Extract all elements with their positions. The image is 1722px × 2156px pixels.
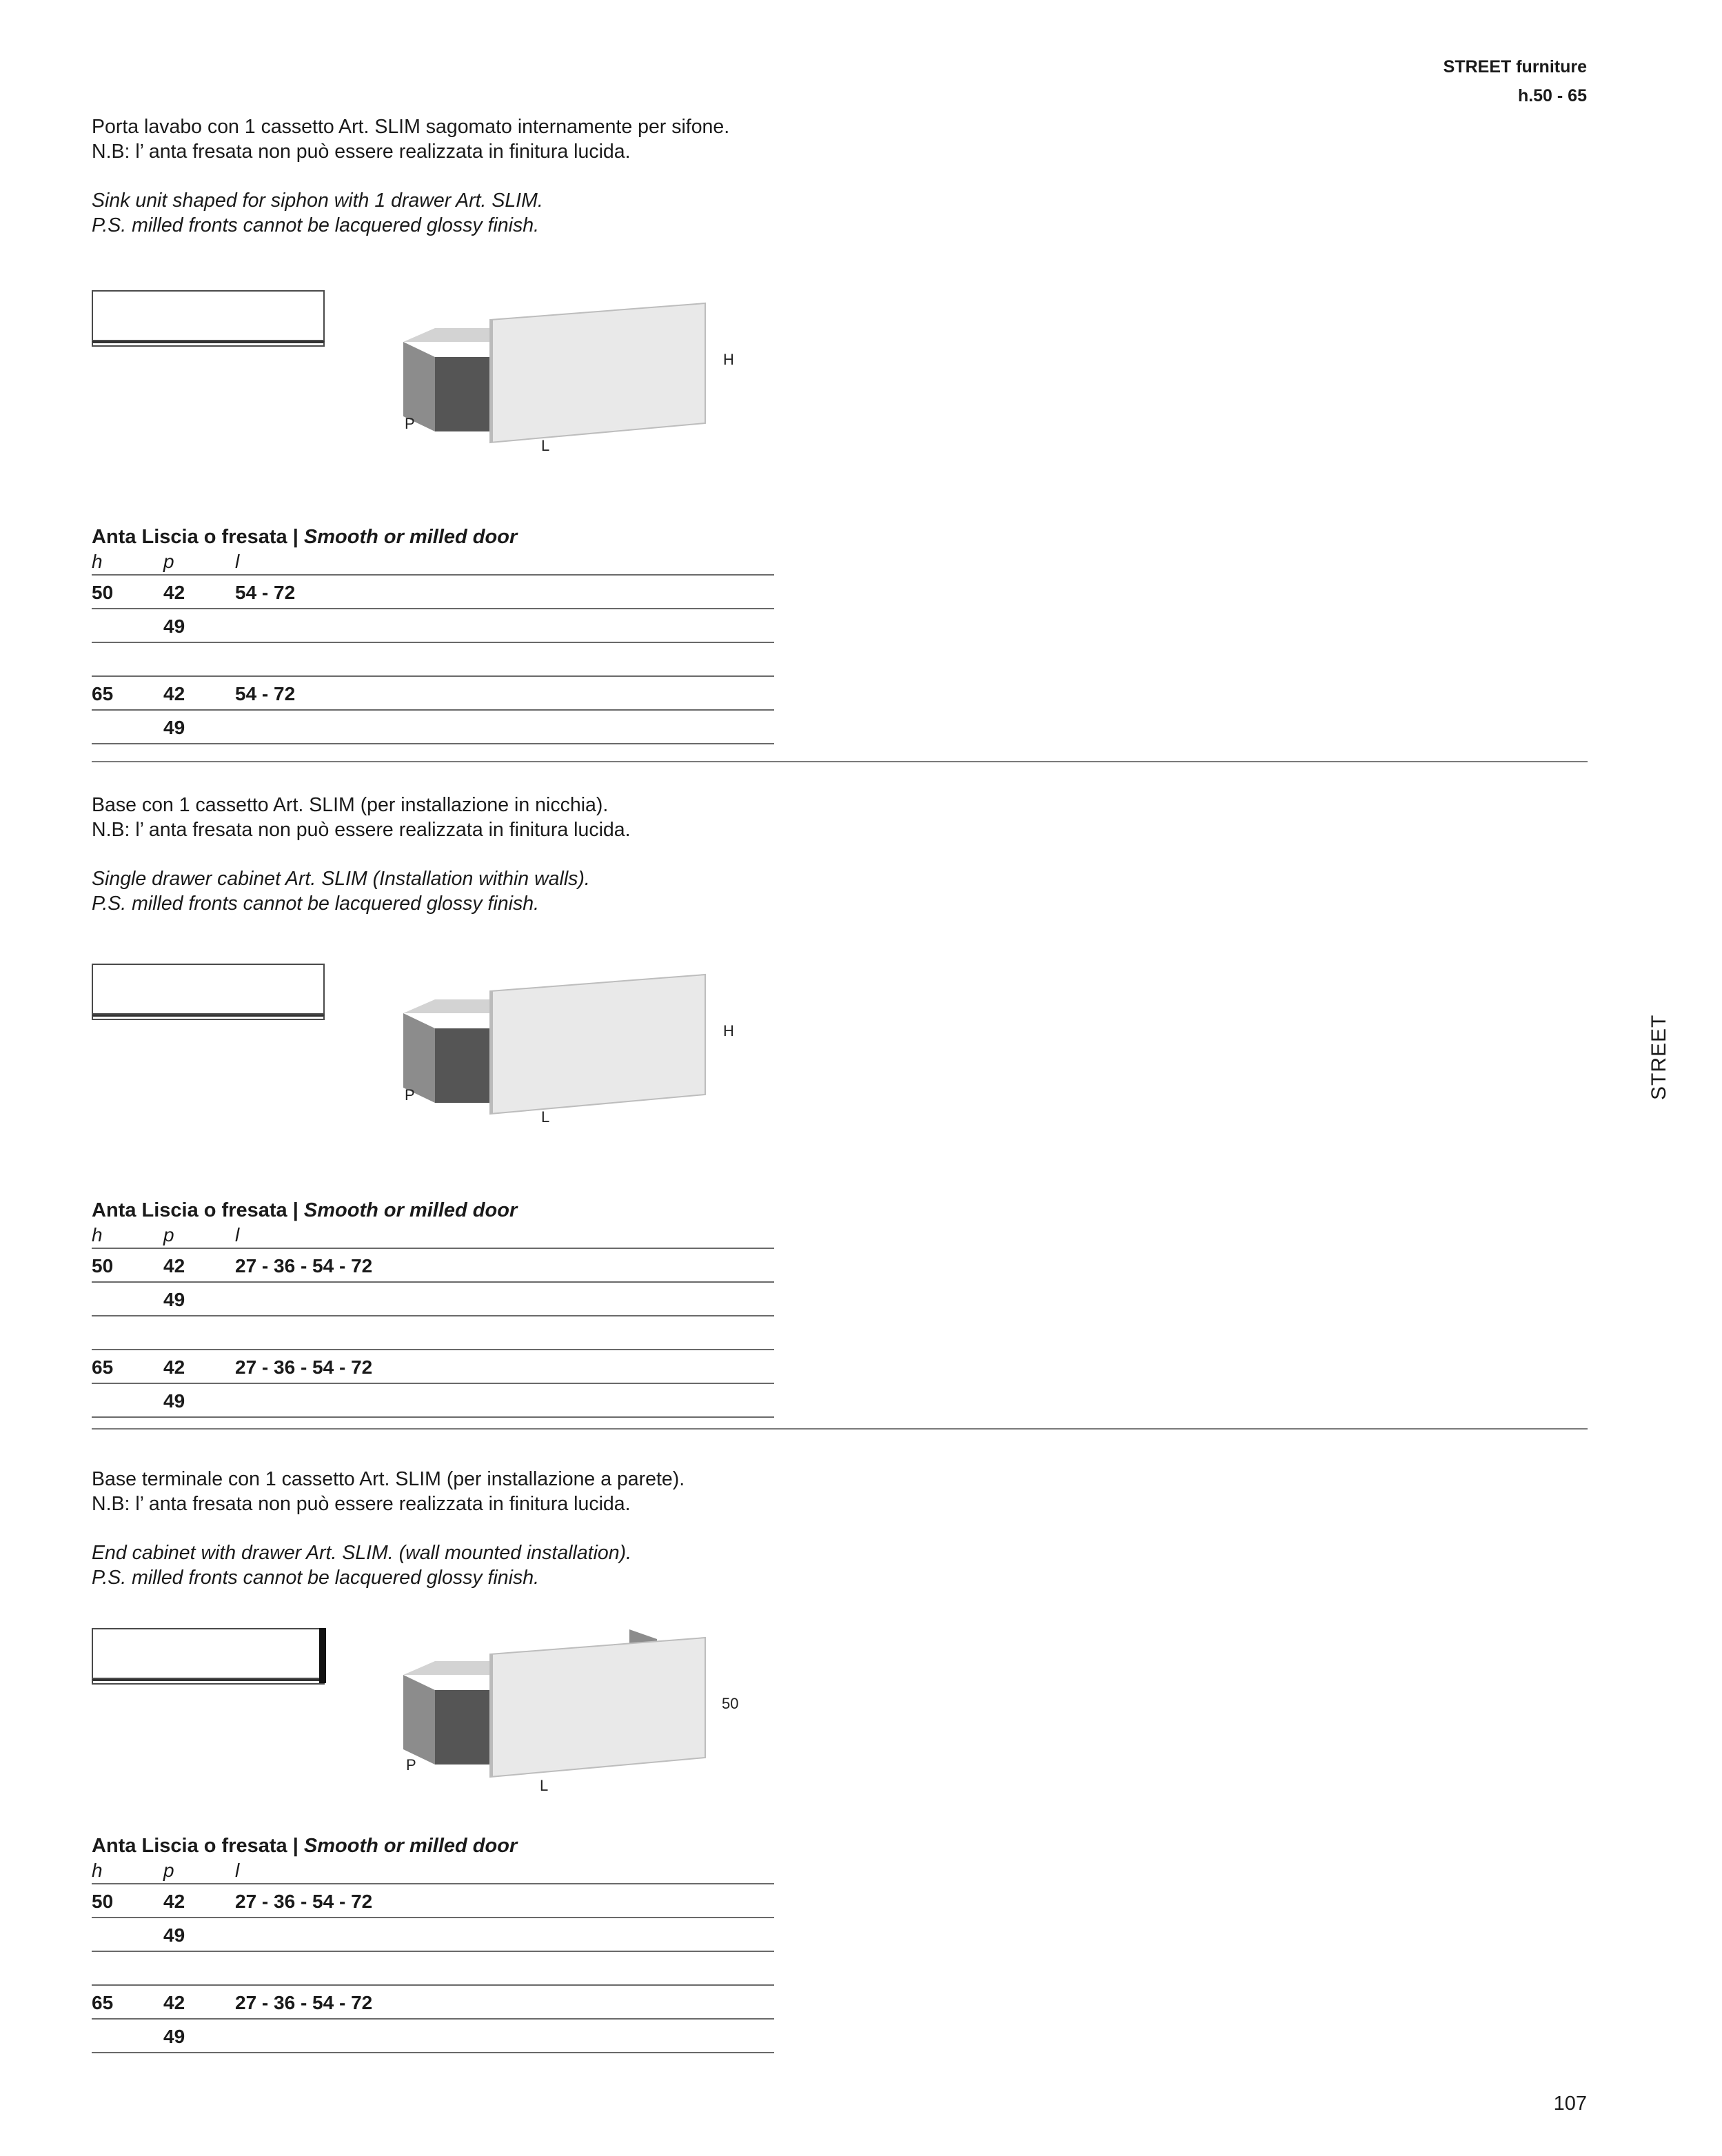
table-title: Anta Liscia o fresata | Smooth or milled door (92, 1835, 518, 1857)
column-header-l: l (235, 551, 240, 572)
description-it-line-2: N.B: l’ anta fresata non può essere realizzata in finitura lucida. (92, 819, 631, 841)
length-dimension-label: L (541, 437, 550, 454)
table-header-row (92, 1224, 774, 1249)
column-header-p: p (163, 551, 174, 572)
description-en-line-2: P.S. milled fronts cannot be lacquered glossy finish. (92, 1567, 540, 1589)
table-row: 49 (92, 1283, 774, 1316)
description-en-line-2: P.S. milled fronts cannot be lacquered glossy finish. (92, 893, 540, 915)
table-row: 50 42 27 - 36 - 54 - 72 (92, 1249, 774, 1283)
section-divider (92, 761, 1588, 762)
header-height-range: h.50 - 65 (1517, 86, 1587, 105)
product-description (92, 114, 729, 238)
table-row: 65 42 27 - 36 - 54 - 72 (92, 1350, 774, 1384)
table-row: 65 42 27 - 36 - 54 - 72 (92, 1986, 774, 2020)
description-en-line-1: Single drawer cabinet Art. SLIM (Installation within walls). (92, 868, 590, 890)
table-title: Anta Liscia o fresata | Smooth or milled door (92, 526, 518, 548)
description-en-line-2: P.S. milled fronts cannot be lacquered glossy finish. (92, 214, 540, 236)
product-section-single-drawer-cabinet (92, 793, 1588, 1482)
table-row: 49 (92, 609, 774, 643)
plan-view-drawing (92, 290, 326, 349)
table-header-row (92, 551, 774, 576)
product-description (92, 1467, 685, 1590)
table-row: 49 (92, 1918, 774, 1952)
description-it-line-1: Porta lavabo con 1 cassetto Art. SLIM sagomato internamente per sifone. (92, 116, 730, 138)
table-row: 65 42 54 - 72 (92, 677, 774, 711)
description-en-line-1: End cabinet with drawer Art. SLIM. (wall mounted installation). (92, 1542, 632, 1564)
dimensions-table (92, 1833, 774, 2053)
plan-view-drawing (92, 964, 326, 1023)
table-row (92, 1316, 774, 1350)
cabinet-iso-drawing (395, 1629, 739, 1809)
description-it-line-2: N.B: l’ anta fresata non può essere realizzata in finitura lucida. (92, 141, 631, 163)
column-header-h: h (92, 1224, 103, 1245)
height-dimension-label: H (723, 1022, 734, 1039)
column-header-l: l (235, 1860, 240, 1881)
column-header-h: h (92, 551, 103, 572)
depth-dimension-label: P (405, 1086, 415, 1104)
column-header-p: p (163, 1860, 174, 1881)
table-row (92, 643, 774, 677)
section-divider (92, 1428, 1588, 1430)
plan-view-drawing (92, 1628, 326, 1687)
cabinet-iso-drawing (395, 301, 734, 480)
side-section-label: STREET (1648, 1014, 1670, 1100)
description-en-line-1: Sink unit shaped for siphon with 1 drawer Art. SLIM. (92, 190, 543, 212)
length-dimension-label: L (540, 1777, 549, 1794)
column-header-l: l (235, 1224, 240, 1245)
dimensions-table (92, 525, 774, 744)
height-dimension-label: H (723, 351, 734, 368)
product-section-end-cabinet (92, 1467, 1588, 2156)
product-description (92, 793, 631, 916)
table-row: 50 42 27 - 36 - 54 - 72 (92, 1884, 774, 1918)
table-row (92, 1952, 774, 1986)
dimensions-table (92, 1198, 774, 1418)
column-header-h: h (92, 1860, 103, 1881)
description-it-line-1: Base con 1 cassetto Art. SLIM (per installazione in nicchia). (92, 794, 609, 816)
table-title: Anta Liscia o fresata | Smooth or milled door (92, 1199, 518, 1221)
height-dimension-label: 50 (722, 1695, 739, 1712)
page-number: 107 (1553, 2093, 1587, 2115)
description-it-line-2: N.B: l’ anta fresata non può essere realizzata in finitura lucida. (92, 1493, 631, 1515)
table-row: 49 (92, 2020, 774, 2053)
description-it-line-1: Base terminale con 1 cassetto Art. SLIM (per installazione a parete). (92, 1468, 685, 1490)
cabinet-iso-drawing (395, 972, 734, 1151)
column-header-p: p (163, 1224, 174, 1245)
table-row: 50 42 54 - 72 (92, 576, 774, 609)
depth-dimension-label: P (406, 1756, 416, 1773)
header-brand: STREET furniture (1443, 57, 1587, 77)
length-dimension-label: L (541, 1108, 550, 1126)
table-row: 49 (92, 711, 774, 744)
product-section-sink-unit (92, 114, 1588, 804)
table-row: 49 (92, 1384, 774, 1418)
table-header-row (92, 1860, 774, 1884)
depth-dimension-label: P (405, 415, 415, 432)
